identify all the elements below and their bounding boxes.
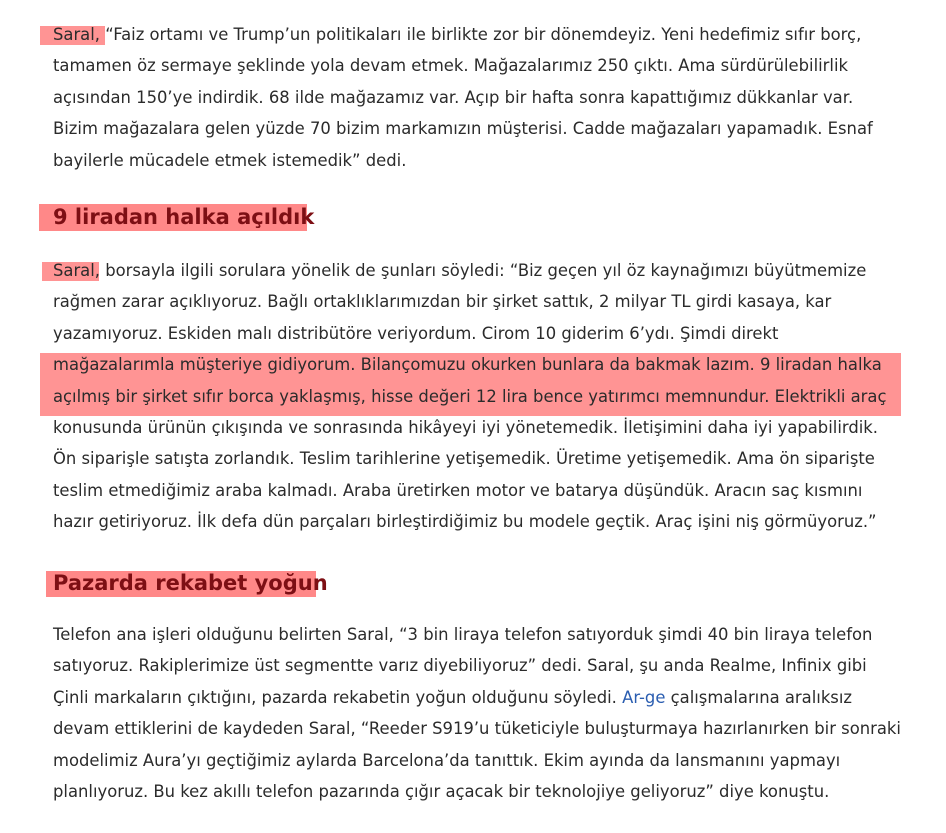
section-heading-rekabet: Pazarda rekabet yoğun [53, 571, 328, 595]
paragraph-3 [53, 619, 901, 807]
paragraph-text: çalışmalarına aralıksız [665, 687, 853, 707]
arge-link[interactable]: Ar-ge [622, 687, 666, 707]
paragraph-line: tamamen öz sermaye şeklinde yola devam etmek. Mağazalarımız 250 çıktı. Ama sürdürülebilirlik [53, 56, 849, 76]
paragraph-line: açısından 150’ye indirdik. 68 ilde mağazamız var. Açıp bir hafta sonra kapattığımız dükkanlar var. [53, 87, 854, 107]
paragraph-line: konusunda ürünün çıkışında ve sonrasında hikâyeyi iyi yönetemedik. İletişimini daha iyi yapabilirdik. [53, 417, 878, 437]
paragraph-line: modelimiz Aura’yı geçtiğimiz aylarda Barcelona’da tanıttık. Ekim ayında da lansmanını yapmayı [53, 750, 841, 770]
paragraph-line: hazır getiriyoruz. İlk defa dün parçaları birleştirdiğimiz bu modele geçtik. Araç işini niş görmüyoruz.” [53, 512, 877, 532]
paragraph-line: Bizim mağazalara gelen yüzde 70 bizim markamızın müşterisi. Cadde mağazaları yapamadık. Esnaf [53, 119, 873, 139]
paragraph-2 [53, 255, 886, 538]
paragraph-text: Çinli markaların çıktığını, pazarda rekabetin yoğun olduğunu söyledi. [53, 687, 617, 707]
paragraph-line: Telefon ana işleri olduğunu belirten Saral, “3 bin liraya telefon satıyorduk şimdi 40 bin liraya telefon [53, 625, 873, 644]
paragraph-line: rağmen zarar açıklıyoruz. Bağlı ortaklıklarımızdan bir şirket sattık, 2 milyar TL girdi kasaya, kar [53, 292, 832, 312]
paragraph-line: Saral, “Faiz ortamı ve Trump’un politikaları ile birlikte zor bir dönemdeyiz. Yeni hedefimiz sıfır borç, [53, 25, 862, 44]
paragraph-line: açılmış bir şirket sıfır borca yaklaşmış, hisse değeri 12 lira bence yatırımcı memnundur. Elektrikli araç [53, 386, 887, 406]
paragraph-line: mağazalarımla müşteriye gidiyorum. Bilançomuzu okurken bunlara da bakmak lazım. 9 liradan halka [53, 355, 882, 375]
paragraph-line: planlıyoruz. Bu kez akıllı telefon pazarında çığır açacak bir teknolojiye geliyoruz” diye konuştu. [53, 781, 830, 801]
paragraph-line: devam ettiklerini de kaydeden Saral, “Reeder S919’u tüketiciyle buluşturmaya hazırlanırken bir sonraki [53, 719, 901, 739]
paragraph-line: yazamıyoruz. Eskiden malı distribütöre veriyordum. Cirom 10 giderim 6’ydı. Şimdi direkt [53, 323, 779, 343]
section-heading-halka: 9 liradan halka açıldık [53, 205, 315, 229]
paragraph-line: teslim etmediğimiz araba kalmadı. Araba üretirken motor ve batarya düşündük. Aracın saç kısmını [53, 480, 863, 500]
paragraph-line: Ön siparişle satışta zorlandık. Teslim tarihlerine yetişemedik. Üretime yetişemedik. Ama ön siparişte [53, 449, 875, 469]
paragraph-line: Saral, borsayla ilgili sorulara yönelik de şunları söyledi: “Biz geçen yıl öz kaynağımızı büyütmemize [53, 261, 867, 280]
paragraph-1 [53, 19, 873, 176]
paragraph-line: satıyoruz. Rakiplerimize üst segmentte varız diyebiliyoruz” dedi. Saral, şu anda Realme, Infinix gibi [53, 656, 867, 676]
paragraph-line-with-link [53, 682, 901, 713]
paragraph-line: bayilerle mücadele etmek istemedik” dedi. [53, 150, 407, 170]
